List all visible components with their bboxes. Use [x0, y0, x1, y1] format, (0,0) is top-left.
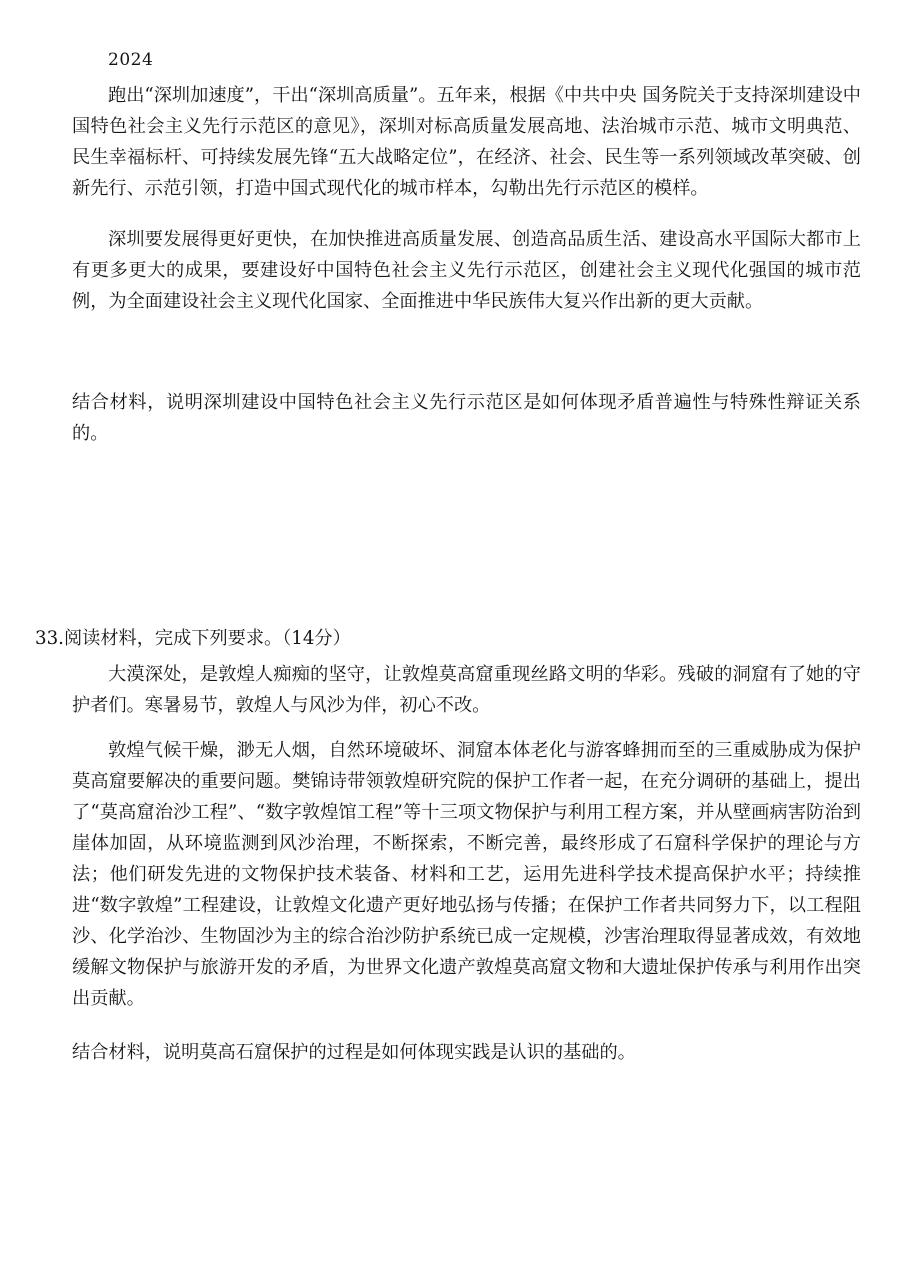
q32-material-paragraph-1: 跑出“深圳加速度”，干出“深圳高质量”。五年来，根据《中共中央 国务院关于支持深圳建设中国特色社会主义先行示范区的意见》，深圳对标高质量发展高地、法治城市示范、城市文明典范、民生幸福标杆、可持续发展先锋“五大战略定位”，在经济、社会、民生等一系列领域改革突破、创新先行、示范引领，打造中国式现代化的城市样本，勾勒出先行示范区的模样。	[72, 85, 861, 199]
q33-heading-text: 阅读材料，完成下列要求。（14分）	[63, 628, 351, 649]
q33-number: 33.	[35, 628, 64, 649]
q33-question: 结合材料，说明莫高石窟保护的过程是如何体现实践是认识的基础的。	[72, 1042, 636, 1063]
q33-material-paragraph-2: 敦煌气候干燥，渺无人烟，自然环境破坏、洞窟本体老化与游客蜂拥而至的三重威胁成为保护莫高窟要解决的重要问题。樊锦诗带领敦煌研究院的保护工作者一起，在充分调研的基础上，提出了“莫高窟治沙工程”、“数字敦煌馆工程”等十三项文物保护与利用工程方案，并从壁画病害防治到崖体加固，从环境监测到风沙治理，不断探索，不断完善，最终形成了石窟科学保护的理论与方法；他们研发先进的文物保护技术装备、材料和工艺，运用先进科学技术提高保护水平；持续推进“数字敦煌”工程建设，让敦煌文化遗产更好地弘扬与传播；在保护工作者共同努力下，以工程阻沙、化学治沙、生物固沙为主的综合治沙防护系统已成一定规模，沙害治理取得显著成效，有效地缓解文物保护与旅游开发的矛盾，为世界文化遗产敦煌莫高窟文物和大遗址保护传承与利用作出突出贡献。	[72, 740, 861, 1009]
q32-question: 结合材料，说明深圳建设中国特色社会主义先行示范区是如何体现矛盾普遍性与特殊性辩证关系的。	[72, 392, 861, 444]
q32-material-paragraph-2: 深圳要发展得更好更快，在加快推进高质量发展、创造高品质生活、建设高水平国际大都市上有更多更大的成果，要建设好中国特色社会主义先行示范区，创建社会主义现代化强国的城市范例，为全面建设社会主义现代化国家、全面推进中华民族伟大复兴作出新的更大贡献。	[72, 229, 861, 312]
q33-material-paragraph-1: 大漠深处，是敦煌人痴痴的坚守，让敦煌莫高窟重现丝路文明的华彩。残破的洞窟有了她的守护者们。寒暑易节，敦煌人与风沙为伴，初心不改。	[72, 664, 861, 716]
q33-heading	[35, 623, 351, 654]
page-year: 2024	[108, 50, 154, 70]
